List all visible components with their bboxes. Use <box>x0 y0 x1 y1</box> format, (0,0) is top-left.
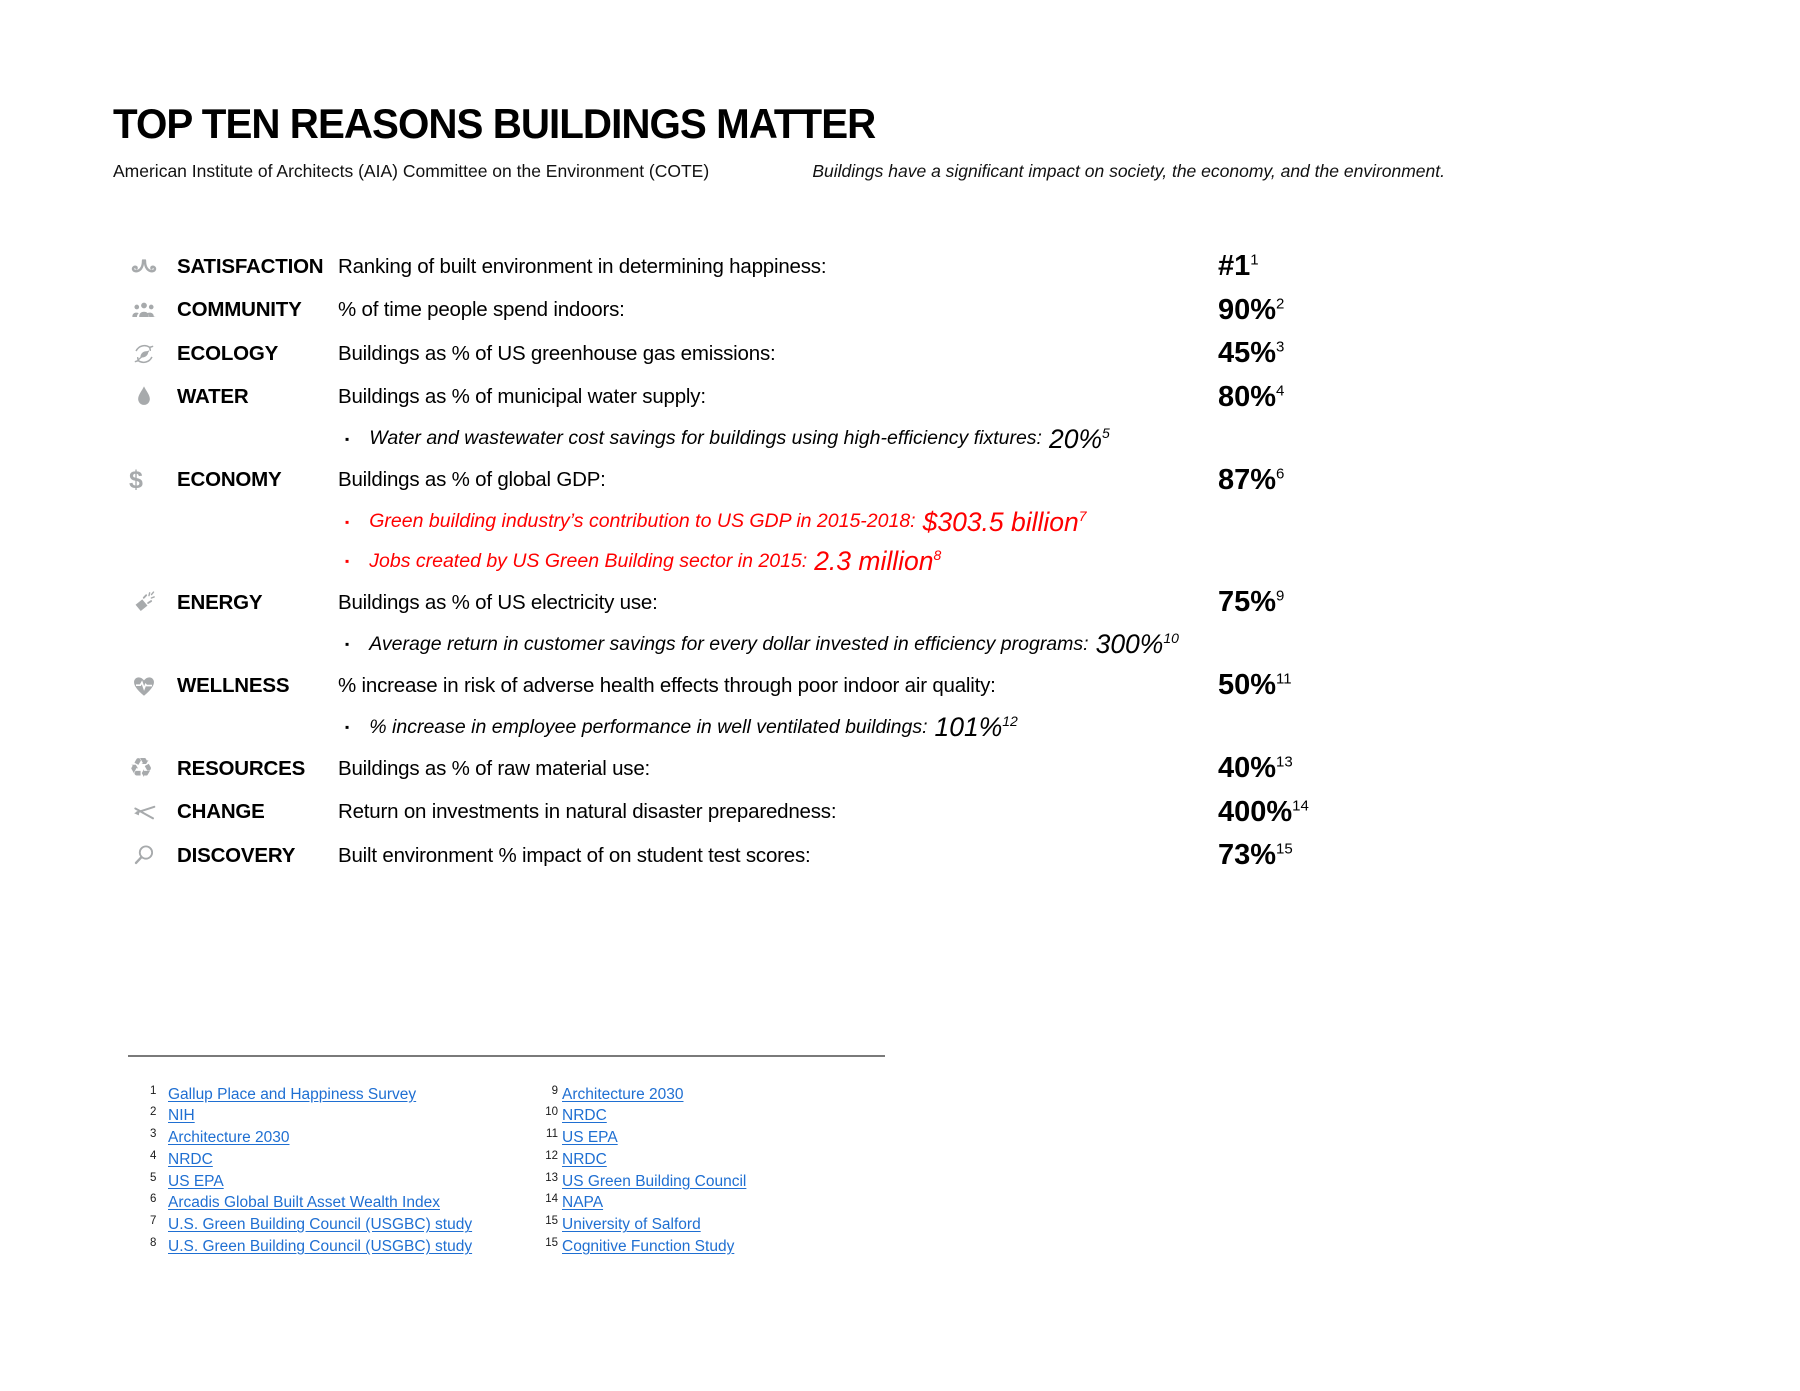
subrow-value: $303.5 billion$^7$ <box>922 506 1087 537</box>
magnifier-icon <box>129 843 159 869</box>
footnote-link[interactable]: U.S. Green Building Council (USGBC) study <box>168 1216 473 1234</box>
stat-footnote-ref: 11 <box>1276 670 1292 688</box>
footnote-number: 9 <box>551 1084 558 1097</box>
reason-row <box>113 791 1445 835</box>
icon-cell <box>113 673 177 699</box>
subrow-value: 2.3 million$^8$ <box>814 546 942 576</box>
footnotes-left <box>150 1085 524 1259</box>
energy-plug-icon <box>129 590 159 616</box>
row-description: Ranking of built environment in determining happiness: <box>338 254 827 278</box>
footnote-link[interactable]: University of Salford <box>562 1216 701 1234</box>
reason-row <box>113 664 1445 708</box>
footnote-item <box>150 1085 524 1107</box>
reason-subrow <box>113 419 1445 459</box>
reason-subrow <box>113 625 1445 665</box>
square-bullet-icon: ▪ <box>345 720 350 735</box>
ecology-icon <box>129 341 159 367</box>
dollar-icon: $ <box>129 466 143 495</box>
reason-subrow <box>113 502 1445 542</box>
reasons-list <box>113 245 1445 878</box>
footnote-number: 10 <box>545 1106 558 1119</box>
subrow-text: Jobs created by US Green Building sector in 2015: <box>369 549 808 572</box>
category-label: WATER <box>177 385 249 409</box>
row-description: % of time people spend indoors: <box>338 298 625 322</box>
stat-footnote-ref: 12 <box>1002 713 1018 730</box>
footnote-number: 5 <box>150 1171 157 1184</box>
stat-footnote-ref: 5 <box>1102 424 1110 441</box>
stat-value: 73%$^{15}$ <box>1218 839 1293 872</box>
reason-row <box>113 376 1445 420</box>
footnote-link[interactable]: US EPA <box>562 1129 618 1147</box>
stat-footnote-ref: 7 <box>1078 507 1087 524</box>
footnote-link[interactable]: US Green Building Council <box>562 1172 747 1190</box>
subrow-text: % increase in employee performance in well ventilated buildings: <box>369 715 928 738</box>
footnote-item <box>541 1215 746 1237</box>
row-description: Buildings as % of municipal water supply: <box>338 385 706 409</box>
category-label: WELLNESS <box>177 673 290 697</box>
footnote-divider <box>128 1055 885 1057</box>
category-label: CHANGE <box>177 800 265 824</box>
square-bullet-icon: ▪ <box>345 431 350 446</box>
footnote-link[interactable]: U.S. Green Building Council (USGBC) study <box>168 1238 473 1256</box>
footnote-number: 7 <box>150 1215 157 1228</box>
footnote-link[interactable]: NRDC <box>562 1150 607 1168</box>
subrow-value: 20%$^5$ <box>1048 423 1110 454</box>
stat-footnote-ref: 14 <box>1292 797 1309 815</box>
footnote-link[interactable]: Gallup Place and Happiness Survey <box>168 1085 417 1103</box>
footnote-link[interactable]: NAPA <box>562 1194 604 1212</box>
footnote-item <box>150 1237 524 1259</box>
footnote-number: 11 <box>546 1128 558 1141</box>
stat-value: 80%$^4$ <box>1218 380 1285 413</box>
footnote-item <box>541 1106 746 1128</box>
footnote-link[interactable]: NRDC <box>168 1150 213 1168</box>
stat-value: 75%$^9$ <box>1218 586 1285 619</box>
footnote-item <box>150 1106 524 1128</box>
row-description: Return on investments in natural disaster preparedness: <box>338 800 837 824</box>
footnote-link[interactable]: Architecture 2030 <box>562 1085 684 1103</box>
subrow-value: 101%$^{12}$ <box>934 712 1018 742</box>
footnote-number: 14 <box>545 1193 558 1206</box>
icon-cell <box>113 752 177 784</box>
subrow-text: Green building industry’s contribution to US GDP in 2015-2018: <box>369 510 916 533</box>
category-label: ENERGY <box>177 590 263 614</box>
stat-footnote-ref: 10 <box>1163 630 1179 647</box>
category-label: ECONOMY <box>177 468 282 492</box>
row-description: Built environment % impact of on student test scores: <box>338 843 811 867</box>
footnote-number: 1 <box>150 1084 157 1097</box>
row-description: % increase in risk of adverse health effects through poor indoor air quality: <box>338 673 996 697</box>
footnote-item <box>541 1128 746 1150</box>
category-label: ECOLOGY <box>177 341 279 365</box>
footnote-item <box>541 1085 746 1107</box>
footnote-number: 6 <box>150 1193 157 1206</box>
wellness-heart-icon <box>129 673 159 699</box>
square-bullet-icon: ▪ <box>345 554 350 569</box>
subtitle-organization: American Institute of Architects (AIA) Committee on the Environment (COTE) <box>113 161 710 181</box>
footnote-link[interactable]: NRDC <box>562 1107 607 1125</box>
icon-cell <box>113 799 177 825</box>
stat-footnote-ref: 8 <box>933 547 942 564</box>
subrow-value: 300%$^{10}$ <box>1095 629 1179 659</box>
subtitle-tagline: Buildings have a significant impact on society, the economy, and the environment. <box>812 161 1445 181</box>
stat-footnote-ref: 15 <box>1276 840 1293 858</box>
stat-footnote-ref: 4 <box>1276 382 1285 400</box>
footnote-number: 13 <box>545 1171 558 1184</box>
change-arrows-icon <box>129 799 159 825</box>
reason-row <box>113 459 1445 503</box>
reason-row <box>113 747 1445 791</box>
footnote-item <box>150 1172 524 1194</box>
stat-footnote-ref: 2 <box>1276 295 1285 313</box>
page-title: TOP TEN REASONS BUILDINGS MATTER <box>113 100 876 147</box>
footnote-item <box>150 1215 524 1237</box>
stat-value: 45%$^3$ <box>1218 337 1285 370</box>
category-label: DISCOVERY <box>177 843 296 867</box>
stat-value: 400%$^{14}$ <box>1218 795 1309 828</box>
category-label: SATISFACTION <box>177 254 324 278</box>
stat-value: $\#1^1$ <box>1218 250 1259 283</box>
happiness-icon <box>129 254 159 280</box>
square-bullet-icon: ▪ <box>345 637 350 652</box>
stat-value: 90%$^2$ <box>1218 293 1285 326</box>
reason-subrow <box>113 708 1445 748</box>
footnote-number: 3 <box>150 1128 157 1141</box>
icon-cell <box>113 843 177 869</box>
footnote-item <box>541 1172 746 1194</box>
footnote-item <box>541 1237 746 1259</box>
subrow-text: Water and wastewater cost savings for buildings using high-efficiency fixtures: <box>369 427 1042 450</box>
footnote-number: 4 <box>150 1149 157 1162</box>
footnote-item <box>150 1128 524 1150</box>
stat-footnote-ref: 3 <box>1276 338 1285 356</box>
footnote-item <box>150 1193 524 1215</box>
stat-value: 40%$^{13}$ <box>1218 752 1293 785</box>
icon-cell <box>113 297 177 323</box>
stat-footnote-ref: 6 <box>1276 465 1285 483</box>
row-description: Buildings as % of US electricity use: <box>338 590 658 614</box>
subrow-text: Average return in customer savings for every dollar invested in efficiency programs: <box>369 632 1089 655</box>
icon-cell <box>113 590 177 616</box>
water-drop-icon <box>129 384 159 410</box>
reason-row <box>113 332 1445 376</box>
footnote-link[interactable]: NIH <box>168 1107 195 1125</box>
footnote-number: 15 <box>545 1215 558 1228</box>
community-icon <box>129 297 159 323</box>
footnote-link[interactable]: Architecture 2030 <box>168 1129 290 1147</box>
row-description: Buildings as % of global GDP: <box>338 468 606 492</box>
reason-row <box>113 834 1445 878</box>
footnote-link[interactable]: Arcadis Global Built Asset Wealth Index <box>168 1194 440 1212</box>
reason-row <box>113 289 1445 333</box>
footnote-item <box>150 1150 524 1172</box>
icon-cell <box>113 467 177 493</box>
footnote-link[interactable]: US EPA <box>168 1172 224 1190</box>
footnotes-right <box>541 1085 746 1259</box>
icon-cell <box>113 254 177 280</box>
square-bullet-icon: ▪ <box>345 514 350 529</box>
footnote-number: 15 <box>545 1237 558 1250</box>
recycle-icon: ♻ <box>129 752 154 784</box>
category-label: COMMUNITY <box>177 298 302 322</box>
stat-footnote-ref: 13 <box>1276 753 1293 771</box>
footnote-number: 8 <box>150 1237 157 1250</box>
reason-row <box>113 581 1445 625</box>
stat-value: 87%$^6$ <box>1218 463 1285 496</box>
icon-cell <box>113 384 177 410</box>
icon-cell <box>113 341 177 367</box>
row-description: Buildings as % of US greenhouse gas emissions: <box>338 341 776 365</box>
stat-footnote-ref: 9 <box>1276 587 1285 605</box>
category-label: RESOURCES <box>177 756 306 780</box>
reason-subrow <box>113 542 1445 582</box>
row-description: Buildings as % of raw material use: <box>338 756 651 780</box>
footnote-number: 2 <box>150 1106 157 1119</box>
reason-row <box>113 245 1445 289</box>
footnote-item <box>541 1150 746 1172</box>
footnote-number: 12 <box>545 1149 558 1162</box>
stat-value: 50%$^{11}$ <box>1218 669 1292 702</box>
subtitle-row <box>113 161 1445 182</box>
stat-footnote-ref: 1 <box>1250 251 1259 269</box>
footnote-item <box>541 1193 746 1215</box>
footnote-link[interactable]: Cognitive Function Study <box>562 1238 735 1256</box>
footnotes-section <box>113 1085 1445 1259</box>
